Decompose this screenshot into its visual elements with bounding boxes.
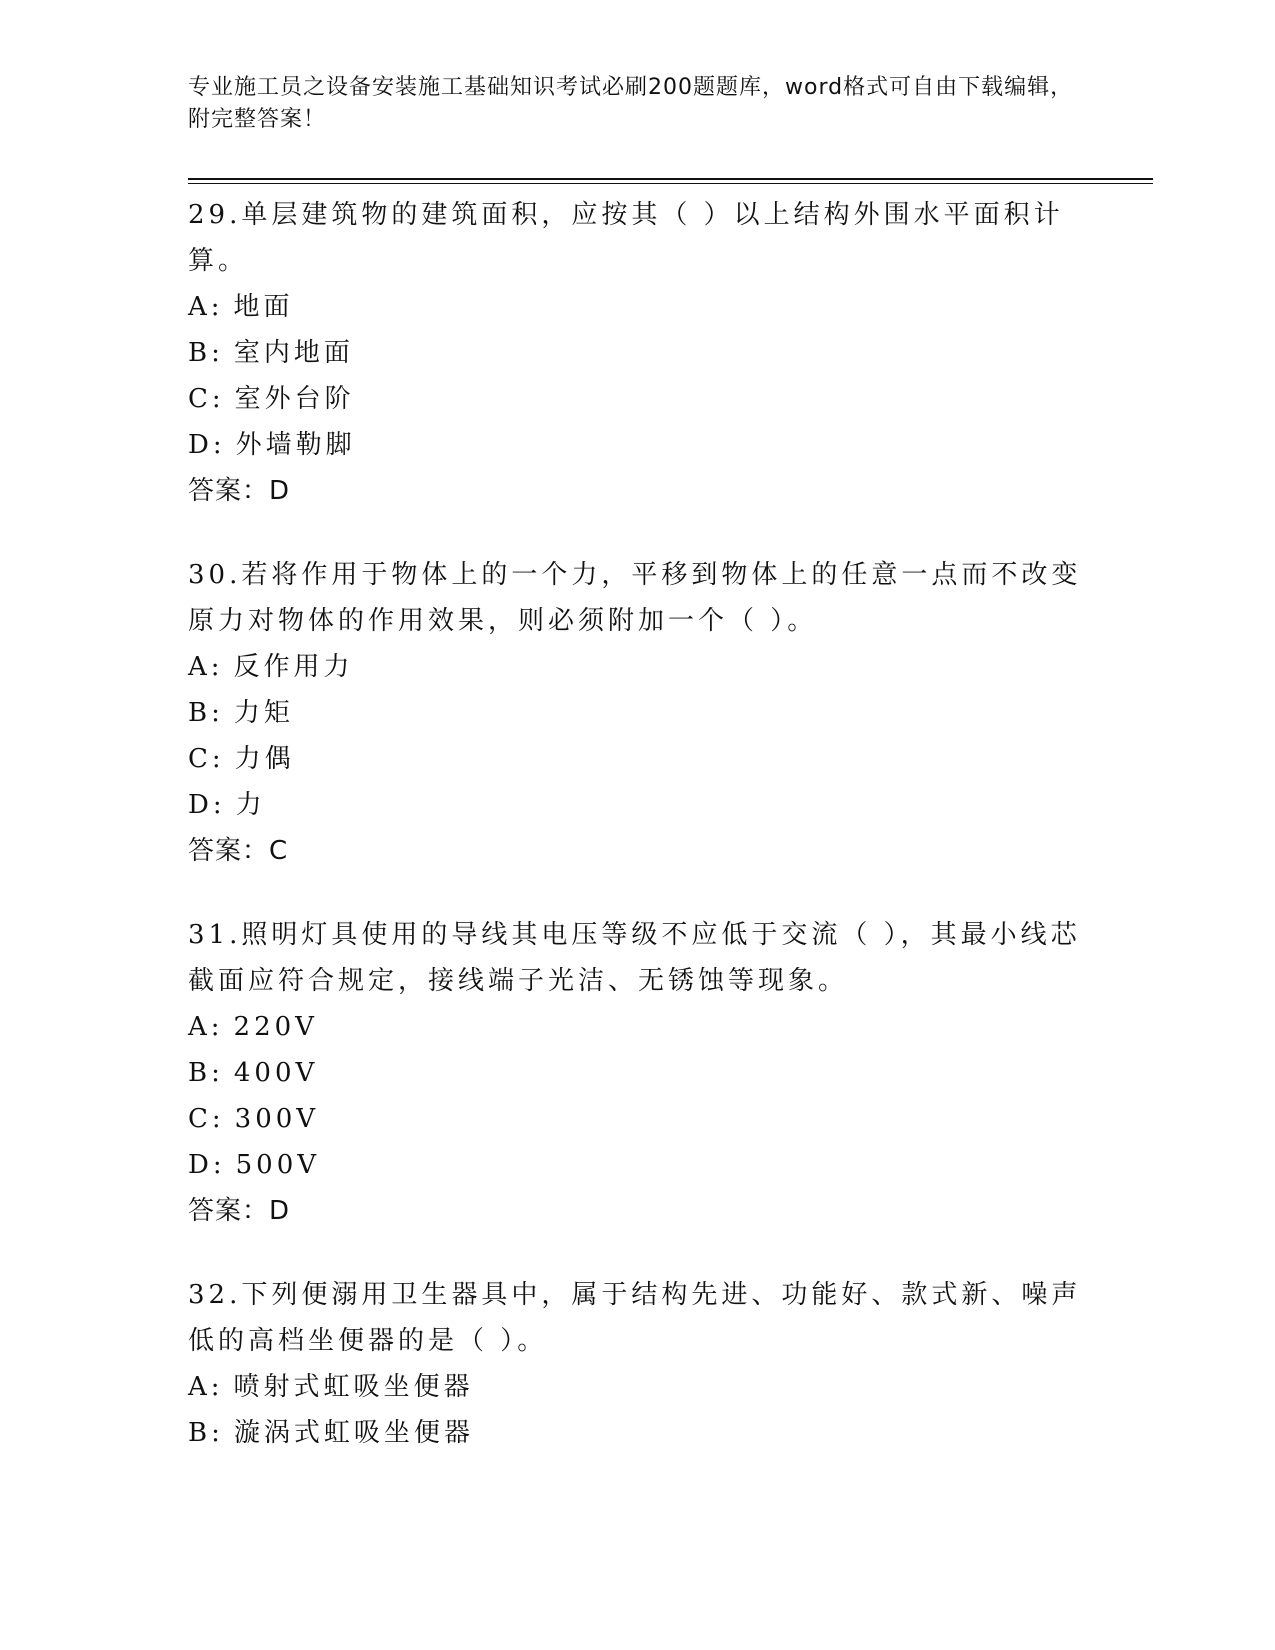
option-text: 400V: [233, 1058, 319, 1088]
option-d: D: 力: [188, 790, 266, 820]
option-b: B: 400V: [188, 1058, 319, 1088]
option-text: 室内地面: [233, 338, 354, 368]
option-text: 室外台阶: [234, 384, 355, 414]
header-divider-thick: [188, 178, 1153, 180]
option-key: C: [188, 1104, 212, 1134]
question-stem: 29.单层建筑物的建筑面积，应按其（ ）以上结构外围水平面积计算。: [188, 200, 1064, 276]
option-key: B: [188, 1058, 212, 1088]
question-stem: 32.下列便溺用卫生器具中，属于结构先进、功能好、款式新、噪声低的高档坐便器的是（ ）。: [188, 1280, 1082, 1356]
option-key: A: [188, 652, 211, 682]
option-a: A: 地面: [188, 292, 294, 322]
answer-line: 答案：D: [188, 476, 291, 506]
option-text: 地面: [233, 292, 294, 322]
option-key: A: [188, 1012, 211, 1042]
option-text: 外墙勒脚: [235, 430, 356, 460]
option-b: B: 室内地面: [188, 338, 354, 368]
option-text: 300V: [234, 1104, 320, 1134]
option-c: C: 力偶: [188, 744, 295, 774]
option-key: A: [188, 1372, 211, 1402]
question-30: [188, 552, 1088, 874]
option-key: B: [188, 698, 212, 728]
option-text: 反作用力: [233, 652, 354, 682]
option-text: 220V: [233, 1012, 318, 1042]
option-key: D: [188, 790, 213, 820]
question-31: [188, 912, 1088, 1234]
option-a: A: 反作用力: [188, 652, 354, 682]
option-key: C: [188, 744, 212, 774]
option-text: 力偶: [234, 744, 295, 774]
option-key: A: [188, 292, 211, 322]
option-text: 喷射式虹吸坐便器: [233, 1372, 474, 1402]
option-c: C: 室外台阶: [188, 384, 355, 414]
question-stem: 30.若将作用于物体上的一个力，平移到物体上的任意一点而不改变原力对物体的作用效果，则必须附加一个（ ）。: [188, 560, 1082, 636]
option-a: A: 喷射式虹吸坐便器: [188, 1372, 474, 1402]
option-key: D: [188, 1150, 213, 1180]
question-stem: 31.照明灯具使用的导线其电压等级不应低于交流（ ），其最小线芯截面应符合规定，接线端子光洁、无锈蚀等现象。: [188, 920, 1081, 996]
option-a: A: 220V: [188, 1012, 318, 1042]
option-text: 力矩: [233, 698, 294, 728]
answer-line: 答案：C: [188, 836, 289, 866]
answer-line: 答案：D: [188, 1196, 291, 1226]
option-text: 500V: [235, 1150, 321, 1180]
option-c: C: 300V: [188, 1104, 320, 1134]
document-header: 专业施工员之设备安装施工基础知识考试必刷200题题库，word格式可自由下载编辑，附完整答案！: [188, 75, 1074, 132]
option-key: B: [188, 338, 212, 368]
option-d: D: 外墙勒脚: [188, 430, 356, 460]
option-b: B: 力矩: [188, 698, 294, 728]
option-b: B: 漩涡式虹吸坐便器: [188, 1418, 474, 1448]
option-d: D: 500V: [188, 1150, 321, 1180]
option-key: B: [188, 1418, 212, 1448]
option-key: C: [188, 384, 212, 414]
header-divider-thin: [188, 183, 1153, 184]
option-key: D: [188, 430, 213, 460]
question-29: [188, 192, 1088, 514]
option-text: 漩涡式虹吸坐便器: [233, 1418, 474, 1448]
question-32: [188, 1272, 1088, 1456]
option-text: 力: [235, 790, 266, 820]
